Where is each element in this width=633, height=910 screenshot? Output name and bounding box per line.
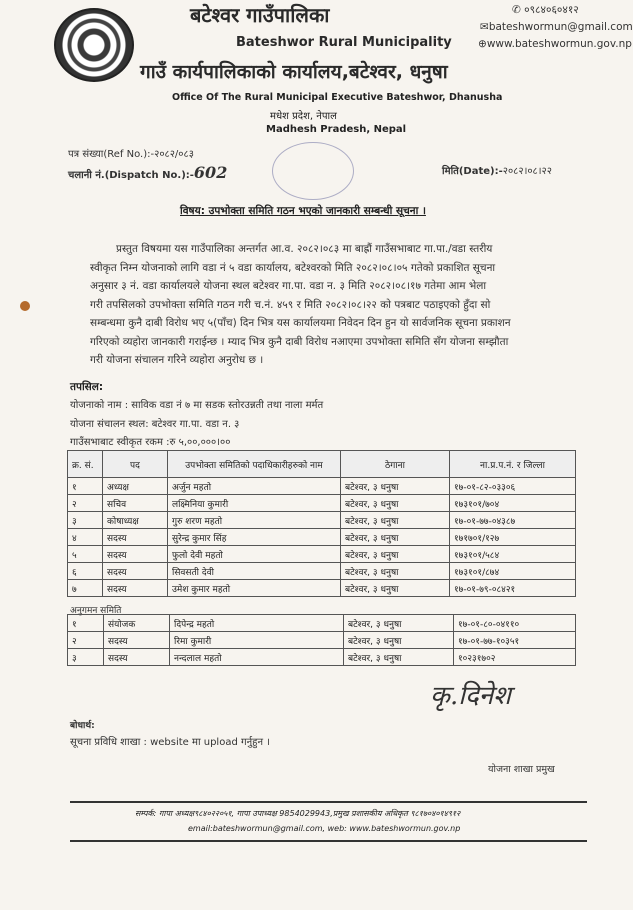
- footer-rule: [70, 801, 587, 803]
- body-line: सम्बन्धमा कुनै दाबी विरोध भए ५(पाँच) दिन भित्र यस कार्यालयमा निवेदन दिन हुन यो सार्वजनिक सूचना प्रकाशन: [90, 317, 511, 329]
- cell-address: बटेश्वर, ३ धनुषा: [341, 580, 450, 597]
- municipality-seal: [54, 8, 134, 82]
- cell-address: बटेश्वर, ३ धनुषा: [341, 495, 450, 512]
- cell-name: उमेश कुमार महतो: [168, 580, 341, 597]
- committee-row: [68, 495, 576, 512]
- footer-email-web[interactable]: email:bateshwormun@gmail.com, web: www.bateshwormun.gov.np: [188, 824, 461, 833]
- office-name-np: गाउँ कार्यपालिकाको कार्यालय,बटेश्वर, धनुषा: [140, 61, 448, 83]
- phone-icon: ✆: [512, 4, 525, 16]
- cell-address: बटेश्वर, ३ धनुषा: [341, 563, 450, 580]
- header-phone: ✆ ०९८४०६०४१२: [512, 4, 579, 16]
- committee-row: [68, 546, 576, 563]
- cell-name: लक्ष्मिनिया कुमारी: [168, 495, 341, 512]
- office-stamp: [272, 142, 354, 200]
- project-name: योजनाको नाम : साविक वडा नं ७ मा सडक स्तोरउन्नती तथा नाला मर्मत: [70, 400, 324, 411]
- cc-line: सूचना प्रविधि शाखा : website मा upload गर्नुहुन ।: [70, 737, 270, 748]
- body-line: गरिएको व्यहोरा जानकारी गराईन्छ । म्याद भित्र कुनै दाबी विरोध नआएमा उपभोक्ता समिति सँग योजना सम्झौता: [90, 335, 509, 348]
- cell-address: बटेश्वर, ३ धनुषा: [344, 649, 454, 666]
- monitoring-heading: अनुगमन समिति: [70, 606, 122, 616]
- cell-citizenship: १७१७०१/१२७: [450, 529, 576, 546]
- cell-sn: ३: [68, 649, 104, 666]
- cell-post: सदस्य: [104, 649, 170, 666]
- cell-post: अध्यक्ष: [103, 478, 168, 495]
- office-name-en: Office Of The Rural Municipal Executive Bateshwor, Dhanusha: [172, 92, 503, 103]
- cell-address: बटेश्वर, ३ धनुषा: [344, 632, 454, 649]
- cell-sn: १: [68, 615, 104, 632]
- cell-address: बटेश्वर, ३ धनुषा: [341, 478, 450, 495]
- body-line: गरी योजना संचालन गरिने व्यहोरा अनुरोध छ ।: [90, 354, 264, 366]
- cell-citizenship: १७-०१-७७-१०३५१: [454, 632, 576, 649]
- municipality-name-en: Bateshwor Rural Municipality: [236, 35, 452, 50]
- cell-sn: ४: [68, 529, 103, 546]
- approved-amount: गाउँसभाबाट स्वीकृत रकम :रु ५,००,०००।००: [70, 437, 231, 448]
- monitoring-table: [67, 614, 576, 666]
- subject: विषय: उपभोक्ता समिति गठन भएको जानकारी सम्बन्धी सूचना ।: [180, 205, 426, 217]
- letter-date: मिति(Date):-२०८२।०८।२२: [442, 166, 552, 177]
- cell-sn: २: [68, 632, 104, 649]
- cell-name: सिवसती देवी: [168, 563, 341, 580]
- header-email[interactable]: ✉bateshwormun@gmail.com: [480, 21, 633, 33]
- cell-citizenship: १७-०१-८२-०३३०६: [450, 478, 576, 495]
- body-line: प्रस्तुत विषयमा यस गाउँपालिका अन्तर्गत आ.व. २०८२।०८३ मा बाह्रौं गाउँसभाबाट गा.पा./वडा स्तरीय: [116, 243, 493, 255]
- col-post: पद: [103, 451, 168, 478]
- monitoring-row: [68, 649, 576, 666]
- committee-row: [68, 529, 576, 546]
- ref-number: पत्र संख्या(Ref No.):-२०८२/०८३: [68, 149, 194, 160]
- cell-citizenship: १७३१०१/८७४: [450, 563, 576, 580]
- monitoring-row: [68, 615, 576, 632]
- cell-sn: २: [68, 495, 103, 512]
- body-line: अनुसार ३ नं. वडा कार्यालयले योजना स्थल बटेश्वर गा.पा. वडा न. ३ मिति २०८२।०८।१७ गतेमा आम भेला: [90, 280, 487, 292]
- province-en: Madhesh Pradesh, Nepal: [266, 124, 407, 135]
- project-location: योजना संचालन स्थल: बटेश्वर गा.पा. वडा न. ३: [70, 419, 240, 430]
- cell-citizenship: १७३१०१/७०४: [450, 495, 576, 512]
- cell-post: सचिव: [103, 495, 168, 512]
- cell-citizenship: १७-०१-८०-०४११०: [454, 615, 576, 632]
- cell-post: कोषाध्यक्ष: [103, 512, 168, 529]
- notice-body: [90, 240, 590, 370]
- globe-icon: ⊕: [478, 38, 487, 50]
- body-line: गरी तपसिलको उपभोक्ता समिति गठन गरी च.नं. ४५९ र मिति २०८२।०८।२२ को पत्रबाट पठाइएको हुँदा सो: [90, 298, 491, 311]
- cell-post: सदस्य: [103, 563, 168, 580]
- cell-post: संयोजक: [104, 615, 170, 632]
- municipality-name-np: बटेश्वर गाउँपालिका: [190, 3, 330, 27]
- province-np: मधेश प्रदेश, नेपाल: [270, 111, 337, 122]
- table-header-row: [68, 451, 576, 478]
- details-heading: तपसिल:: [70, 381, 104, 393]
- cell-post: सदस्य: [104, 632, 170, 649]
- cell-post: सदस्य: [103, 546, 168, 563]
- col-name: उपभोक्ता समितिको पदाधिकारीहरुको नाम: [168, 451, 341, 478]
- committee-row: [68, 580, 576, 597]
- committee-table: [67, 450, 576, 597]
- cell-name: गुरु शरण महतो: [168, 512, 341, 529]
- header-website[interactable]: ⊕www.bateshwormun.gov.np: [478, 38, 632, 50]
- cell-address: बटेश्वर, ३ धनुषा: [344, 615, 454, 632]
- cell-citizenship: १०२३१७०२: [454, 649, 576, 666]
- cell-name: रिमा कुमारी: [170, 632, 344, 649]
- monitoring-row: [68, 632, 576, 649]
- cell-address: बटेश्वर, ३ धनुषा: [341, 512, 450, 529]
- cell-name: अर्जुन महतो: [168, 478, 341, 495]
- cell-address: बटेश्वर, ३ धनुषा: [341, 529, 450, 546]
- cell-sn: ३: [68, 512, 103, 529]
- cell-sn: ६: [68, 563, 103, 580]
- cell-post: सदस्य: [103, 580, 168, 597]
- cc-heading: बोधार्थ:: [70, 721, 95, 731]
- cell-post: सदस्य: [103, 529, 168, 546]
- committee-row: [68, 478, 576, 495]
- cell-name: नन्दलाल महतो: [170, 649, 344, 666]
- committee-row: [68, 563, 576, 580]
- cell-name: सुरेन्द्र कुमार सिंह: [168, 529, 341, 546]
- punch-hole: [20, 301, 30, 311]
- cell-citizenship: १७-०१-७९-०८४२१: [450, 580, 576, 597]
- col-address: ठेगाना: [341, 451, 450, 478]
- dispatch-number: चलानी नं.(Dispatch No.):-602: [68, 163, 228, 182]
- footer-rule: [70, 840, 587, 842]
- cell-sn: ७: [68, 580, 103, 597]
- committee-row: [68, 512, 576, 529]
- signatory-title: योजना शाखा प्रमुख: [488, 764, 555, 775]
- col-sn: क्र. सं.: [68, 451, 103, 478]
- footer-contacts: सम्पर्क: गापा अध्यक्ष९८४०२२०५१, गापा उपाध्यक्ष 9854029943,प्रमुख प्रशासकीय अधिकृत ९८१७०४०१४९१२: [135, 809, 461, 818]
- body-line: स्वीकृत निम्न योजनाको लागि वडा नं ५ वडा कार्यालय, बटेश्वरको मिति २०८२।०८।०५ गतेको प्रकाशित सूचना: [90, 261, 496, 274]
- cell-name: दिपेन्द्र महतो: [170, 615, 344, 632]
- cell-sn: १: [68, 478, 103, 495]
- signature: कृ.दिनेश: [430, 681, 511, 711]
- mail-icon: ✉: [480, 21, 489, 33]
- col-citizenship: ना.प्र.प.नं. र जिल्ला: [450, 451, 576, 478]
- cell-citizenship: १७-०१-७७-०४३८७: [450, 512, 576, 529]
- cell-citizenship: १७३१०१/५८४: [450, 546, 576, 563]
- cell-address: बटेश्वर, ३ धनुषा: [341, 546, 450, 563]
- cell-sn: ५: [68, 546, 103, 563]
- cell-name: फुलो देवी महतो: [168, 546, 341, 563]
